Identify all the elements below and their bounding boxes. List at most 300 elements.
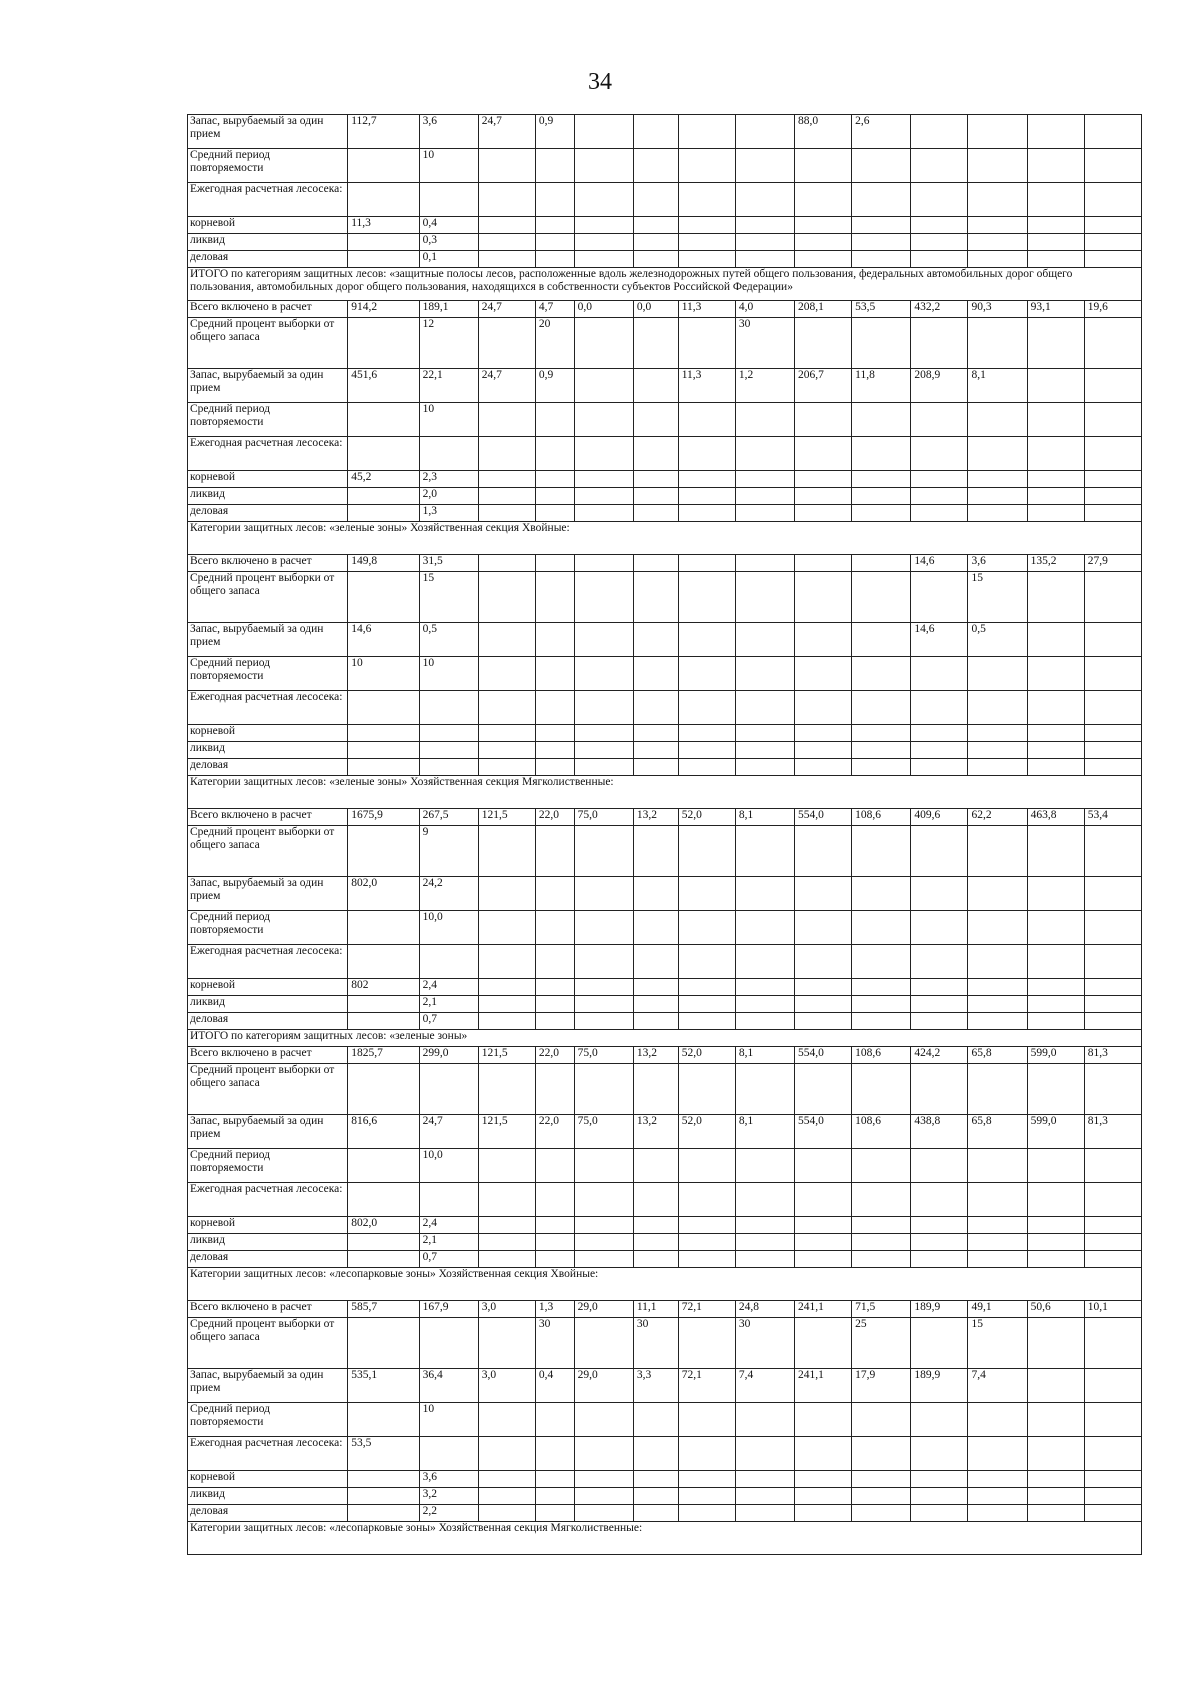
table-cell [1084,725,1141,742]
table-row [188,149,1142,183]
table-cell: 802,0 [348,877,419,911]
table-cell [1027,759,1084,776]
table-cell [419,759,478,776]
table-cell [735,979,794,996]
table-cell: 30 [535,1318,574,1369]
table-cell [735,1064,794,1115]
table-cell [735,1234,794,1251]
table-cell [911,911,968,945]
table-cell [968,403,1027,437]
table-cell [911,1217,968,1234]
table-cell [678,759,735,776]
table-cell [1027,1471,1084,1488]
table-cell [419,437,478,471]
table-cell [633,318,678,369]
table-cell [678,1403,735,1437]
table-cell [633,1149,678,1183]
table-cell [478,1318,535,1369]
table-cell [574,437,633,471]
table-cell [1084,911,1141,945]
table-cell: 1,3 [535,1301,574,1318]
section-heading: ИТОГО по категориям защитных лесов: «защитные полосы лесов, расположенные вдоль железнодорожных путей общего пользования, федеральных автомобильных дорог общего пользования, автомобильных дорог общего пользования, находящихся в собственности субъектов Российской Федерации» [188,268,1142,301]
table-cell [419,742,478,759]
table-cell [633,826,678,877]
table-cell [1027,996,1084,1013]
table-cell [852,403,911,437]
table-cell [678,1217,735,1234]
table-cell [633,1183,678,1217]
table-cell [852,911,911,945]
table-cell [911,877,968,911]
table-cell [478,437,535,471]
table-cell: 802 [348,979,419,996]
table-row [188,759,1142,776]
table-cell [1027,877,1084,911]
section-heading: Категории защитных лесов: «зеленые зоны» Хозяйственная секция Мягколиственные: [188,776,1142,809]
table-cell: 72,1 [678,1301,735,1318]
table-cell [535,945,574,979]
table-cell [535,251,574,268]
table-cell: 22,0 [535,1115,574,1149]
table-cell [911,403,968,437]
table-cell [633,877,678,911]
table-cell: 299,0 [419,1047,478,1064]
table-cell [1084,437,1141,471]
table-row [188,318,1142,369]
table-cell [795,403,852,437]
table-cell [535,183,574,217]
table-cell [795,1403,852,1437]
table-cell: 49,1 [968,1301,1027,1318]
table-cell [678,217,735,234]
table-cell [852,217,911,234]
table-row [188,234,1142,251]
table-cell [633,471,678,488]
table-cell: 0,7 [419,1251,478,1268]
table-cell: 108,6 [852,809,911,826]
table-cell [1027,826,1084,877]
table-cell [633,759,678,776]
table-row [188,471,1142,488]
table-cell [735,217,794,234]
table-cell [1027,1505,1084,1522]
table-cell [574,996,633,1013]
table-cell: 189,9 [911,1369,968,1403]
table-cell: 2,3 [419,471,478,488]
table-cell [735,488,794,505]
table-cell [1084,318,1141,369]
table-cell: 451,6 [348,369,419,403]
table-row [188,1369,1142,1403]
table-cell: 75,0 [574,809,633,826]
table-cell: 2,0 [419,488,478,505]
table-cell [1027,979,1084,996]
table-cell [478,877,535,911]
table-cell: 11,3 [678,301,735,318]
table-cell [1027,1488,1084,1505]
table-cell [911,1251,968,1268]
table-cell [478,149,535,183]
table-cell: 914,2 [348,301,419,318]
table-cell [735,623,794,657]
table-cell [735,251,794,268]
table-cell [535,996,574,1013]
table-cell [852,1403,911,1437]
table-cell [535,505,574,522]
table-cell: 93,1 [1027,301,1084,318]
table-cell [1084,234,1141,251]
table-cell [968,1505,1027,1522]
table-cell [735,1471,794,1488]
table-cell [1027,742,1084,759]
table-cell [574,1217,633,1234]
row-label: Ежегодная расчетная лесосека: [188,437,348,471]
table-cell: 45,2 [348,471,419,488]
table-cell [535,826,574,877]
table-cell [968,1149,1027,1183]
table-cell [678,826,735,877]
table-cell: 535,1 [348,1369,419,1403]
table-cell: 409,6 [911,809,968,826]
table-cell [911,657,968,691]
table-cell [535,1488,574,1505]
table-cell: 554,0 [795,1115,852,1149]
table-cell [574,1318,633,1369]
table-cell: 108,6 [852,1047,911,1064]
table-cell [535,725,574,742]
table-cell: 10 [419,657,478,691]
row-label: деловая [188,251,348,268]
table-cell [795,1183,852,1217]
table-cell [1084,1505,1141,1522]
table-cell [348,945,419,979]
table-cell [478,1183,535,1217]
table-cell [348,1149,419,1183]
table-cell [633,1403,678,1437]
table-cell [633,1013,678,1030]
table-cell [535,572,574,623]
table-cell [852,471,911,488]
table-cell [1084,1471,1141,1488]
table-row [188,1115,1142,1149]
table-cell: 30 [735,318,794,369]
table-cell [795,318,852,369]
table-cell [968,691,1027,725]
table-cell: 11,1 [633,1301,678,1318]
table-cell [535,1471,574,1488]
table-cell: 24,8 [735,1301,794,1318]
table-row [188,742,1142,759]
table-cell [348,183,419,217]
table-cell: 0,9 [535,115,574,149]
table-cell [911,826,968,877]
table-cell [678,691,735,725]
table-cell [1027,1217,1084,1234]
table-cell [633,945,678,979]
table-section-row [188,1522,1142,1555]
table-row [188,1149,1142,1183]
table-cell [1027,183,1084,217]
table-cell [1027,437,1084,471]
table-cell [968,1471,1027,1488]
table-row [188,691,1142,725]
table-cell: 53,4 [1084,809,1141,826]
table-cell [911,471,968,488]
table-cell [795,877,852,911]
table-cell [735,471,794,488]
table-cell [968,657,1027,691]
table-cell [633,911,678,945]
table-cell [795,1149,852,1183]
page-number: 34 [588,69,612,95]
table-row [188,488,1142,505]
table-row [188,1013,1142,1030]
table-cell: 22,0 [535,1047,574,1064]
row-label: Ежегодная расчетная лесосека: [188,183,348,217]
table-cell [795,1234,852,1251]
table-cell [968,149,1027,183]
table-cell [1084,945,1141,979]
table-cell [735,691,794,725]
table-cell: 0,0 [574,301,633,318]
table-cell: 10,0 [419,1149,478,1183]
table-cell [535,1505,574,1522]
table-cell [678,1149,735,1183]
table-cell [852,826,911,877]
table-cell [735,1217,794,1234]
table-cell [1084,149,1141,183]
table-cell: 206,7 [795,369,852,403]
table-cell [852,555,911,572]
table-cell [852,1217,911,1234]
table-cell: 0,7 [419,1013,478,1030]
row-label: корневой [188,725,348,742]
table-cell [795,1505,852,1522]
table-cell [852,1183,911,1217]
table-row [188,572,1142,623]
table-cell: 15 [419,572,478,623]
table-cell [478,1064,535,1115]
row-label: Запас, вырубаемый за один прием [188,623,348,657]
table-cell [1084,826,1141,877]
table-cell [795,1471,852,1488]
table-cell [574,217,633,234]
table-cell [633,251,678,268]
table-cell [535,877,574,911]
table-cell [678,742,735,759]
table-cell [348,251,419,268]
table-cell [735,996,794,1013]
table-cell [678,149,735,183]
table-cell: 20 [535,318,574,369]
table-cell [535,1149,574,1183]
table-cell [633,1217,678,1234]
row-label: Ежегодная расчетная лесосека: [188,945,348,979]
table-cell [968,877,1027,911]
table-section-row [188,268,1142,301]
table-cell [678,555,735,572]
table-cell [419,183,478,217]
table-cell [1027,369,1084,403]
table-cell [478,217,535,234]
section-heading: Категории защитных лесов: «зеленые зоны» Хозяйственная секция Хвойные: [188,522,1142,555]
table-cell [574,1403,633,1437]
table-cell [1027,623,1084,657]
table-cell [478,1013,535,1030]
table-cell [968,1013,1027,1030]
table-cell [678,1013,735,1030]
table-cell [574,657,633,691]
table-cell [678,115,735,149]
table-cell [419,725,478,742]
table-cell [1027,1318,1084,1369]
table-cell: 15 [968,572,1027,623]
table-cell: 24,7 [478,301,535,318]
table-cell [678,437,735,471]
table-cell: 4,7 [535,301,574,318]
table-row [188,555,1142,572]
table-cell [678,1505,735,1522]
table-row [188,979,1142,996]
table-cell: 10,0 [419,911,478,945]
table-cell: 3,6 [419,115,478,149]
table-cell [911,1013,968,1030]
table-cell [678,1251,735,1268]
table-cell [478,183,535,217]
table-cell: 75,0 [574,1115,633,1149]
table-cell [535,759,574,776]
table-cell [852,149,911,183]
table-cell: 90,3 [968,301,1027,318]
row-label: корневой [188,1471,348,1488]
row-label: Средний процент выборки от общего запаса [188,826,348,877]
table-cell: 24,7 [419,1115,478,1149]
table-cell [348,505,419,522]
table-cell: 585,7 [348,1301,419,1318]
table-cell: 2,1 [419,996,478,1013]
table-cell: 3,0 [478,1369,535,1403]
row-label: деловая [188,1013,348,1030]
table-cell [348,1403,419,1437]
table-cell [1084,1234,1141,1251]
table-cell [795,234,852,251]
table-row [188,1437,1142,1471]
table-cell [1084,1369,1141,1403]
table-cell: 3,6 [419,1471,478,1488]
table-cell [478,1403,535,1437]
table-cell [535,1251,574,1268]
row-label: Средний период повторяемости [188,403,348,437]
table-cell [968,759,1027,776]
table-cell [911,115,968,149]
table-cell: 72,1 [678,1369,735,1403]
table-cell [419,1318,478,1369]
table-cell [348,1505,419,1522]
table-cell [478,826,535,877]
table-cell: 53,5 [348,1437,419,1471]
table-cell: 0,0 [633,301,678,318]
table-cell [633,437,678,471]
table-cell [968,217,1027,234]
table-cell [574,623,633,657]
table-cell [1027,1234,1084,1251]
table-cell [478,742,535,759]
table-cell [795,623,852,657]
table-cell [633,657,678,691]
row-label: Запас, вырубаемый за один прием [188,1115,348,1149]
table-cell: 2,6 [852,115,911,149]
table-cell: 81,3 [1084,1115,1141,1149]
table-cell [735,505,794,522]
table-cell [574,877,633,911]
table-cell [478,1437,535,1471]
table-cell [633,572,678,623]
table-cell [633,1488,678,1505]
table-cell [795,979,852,996]
table-cell [633,623,678,657]
table-cell [968,945,1027,979]
table-cell: 3,6 [968,555,1027,572]
table-cell: 53,5 [852,301,911,318]
table-cell [535,623,574,657]
table-cell [1027,234,1084,251]
table-cell [911,759,968,776]
table-cell [574,1149,633,1183]
table-cell [852,1251,911,1268]
table-cell [348,691,419,725]
table-cell [574,251,633,268]
table-cell [574,555,633,572]
table-cell: 8,1 [735,1047,794,1064]
table-section-row [188,522,1142,555]
table-cell [348,1183,419,1217]
row-label: Средний период повторяемости [188,1403,348,1437]
row-label: корневой [188,1217,348,1234]
table-cell [633,555,678,572]
table-cell [911,1403,968,1437]
table-cell [852,1149,911,1183]
row-label: ликвид [188,234,348,251]
table-cell [795,555,852,572]
table-cell [852,1013,911,1030]
row-label: деловая [188,1505,348,1522]
table-cell [852,725,911,742]
table-cell [633,1064,678,1115]
table-cell: 2,2 [419,1505,478,1522]
table-cell [678,488,735,505]
table-cell [1084,996,1141,1013]
table-cell [678,572,735,623]
row-label: Ежегодная расчетная лесосека: [188,1437,348,1471]
row-label: Запас, вырубаемый за один прием [188,1369,348,1403]
table-cell [633,403,678,437]
table-cell [1084,369,1141,403]
table-cell [735,1403,794,1437]
table-cell [574,115,633,149]
table-cell [735,572,794,623]
table-cell [478,691,535,725]
table-cell [535,1437,574,1471]
table-row [188,369,1142,403]
table-row [188,725,1142,742]
table-cell [1027,1437,1084,1471]
table-cell [348,1488,419,1505]
table-cell [911,945,968,979]
table-cell [795,217,852,234]
row-label: деловая [188,505,348,522]
table-cell [574,979,633,996]
table-cell [968,1064,1027,1115]
